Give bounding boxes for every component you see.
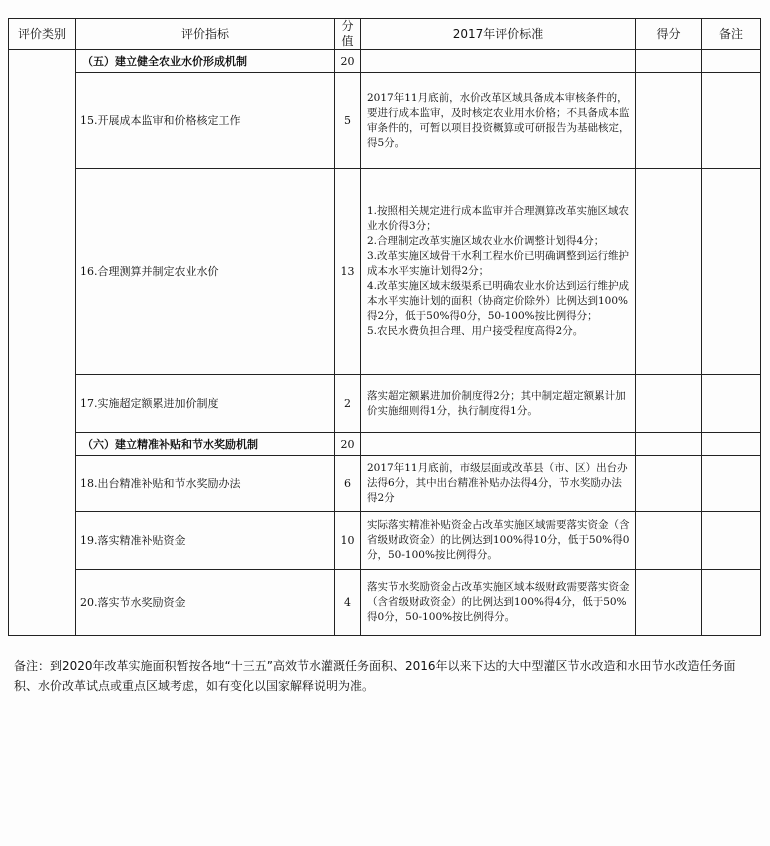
- remark-cell: [702, 433, 761, 456]
- standard-cell: 2017年11月底前，水价改革区域具备成本审核条件的，要进行成本监审，及时核定农业用水价格；不具备成本监审条件的，可暂以项目投资概算或可研报告为基础核定，得5分。: [361, 73, 636, 169]
- section-score: 20: [335, 433, 361, 456]
- got-score-cell: [636, 375, 702, 433]
- remark-cell: [702, 570, 761, 636]
- score-cell: 2: [335, 375, 361, 433]
- table-row: [9, 375, 761, 433]
- table-row: [9, 456, 761, 512]
- table-row: [9, 570, 761, 636]
- indicator-cell: 17.实施超定额累进加价制度: [76, 375, 335, 433]
- score-cell: 5: [335, 73, 361, 169]
- header-got-score: 得分: [636, 19, 702, 50]
- header-indicator: 评价指标: [76, 19, 335, 50]
- indicator-cell: 20.落实节水奖励资金: [76, 570, 335, 636]
- table-row: [9, 73, 761, 169]
- evaluation-table: [8, 18, 761, 636]
- header-row: [9, 19, 761, 50]
- section-row: [9, 50, 761, 73]
- header-score: 分值: [335, 19, 361, 50]
- standard-cell: 1.按照相关规定进行成本监审并合理测算改革实施区域农业水价得3分； 2.合理制定改革实施区域农业水价调整计划得4分； 3.改革实施区域骨干水利工程水价已明确调整到运行维护成本水平实施计划得2分； 4.改革实施区域末级渠系已明确农业水价达到运行维护成本水平实施计划的面积（协商定价除外）比例达到100%得2分，低于50%得0分，50-100%按比例得分； 5.农民水费负担合理、用户接受程度高得2分。: [361, 169, 636, 375]
- section-score: 20: [335, 50, 361, 73]
- indicator-cell: 18.出台精准补贴和节水奖励办法: [76, 456, 335, 512]
- got-score-cell: [636, 73, 702, 169]
- standard-cell: [361, 433, 636, 456]
- section-title: （六）建立精准补贴和节水奖励机制: [76, 433, 335, 456]
- section-title: （五）建立健全农业水价形成机制: [76, 50, 335, 73]
- got-score-cell: [636, 169, 702, 375]
- category-cell: [9, 50, 76, 636]
- score-cell: 13: [335, 169, 361, 375]
- got-score-cell: [636, 433, 702, 456]
- standard-cell: 落实超定额累进加价制度得2分；其中制定超定额累计加价实施细则得1分，执行制度得1分。: [361, 375, 636, 433]
- standard-cell: 实际落实精准补贴资金占改革实施区域需要落实资金（含省级财政资金）的比例达到100%得10分，低于50%得0分，50-100%按比例得分。: [361, 512, 636, 570]
- indicator-cell: 15.开展成本监审和价格核定工作: [76, 73, 335, 169]
- header-remark: 备注: [702, 19, 761, 50]
- got-score-cell: [636, 50, 702, 73]
- indicator-cell: 19.落实精准补贴资金: [76, 512, 335, 570]
- score-cell: 4: [335, 570, 361, 636]
- table-row: [9, 169, 761, 375]
- got-score-cell: [636, 570, 702, 636]
- section-row: [9, 433, 761, 456]
- header-standard: 2017年评价标准: [361, 19, 636, 50]
- score-cell: 10: [335, 512, 361, 570]
- standard-cell: 2017年11月底前，市级层面或改革县（市、区）出台办法得6分，其中出台精准补贴办法得4分，节水奖励办法得2分: [361, 456, 636, 512]
- got-score-cell: [636, 456, 702, 512]
- standard-cell: [361, 50, 636, 73]
- table-row: [9, 512, 761, 570]
- header-category: 评价类别: [9, 19, 76, 50]
- indicator-cell: 16.合理测算并制定农业水价: [76, 169, 335, 375]
- remark-cell: [702, 50, 761, 73]
- remark-cell: [702, 169, 761, 375]
- remark-cell: [702, 456, 761, 512]
- footnote: 备注：到2020年改革实施面积暂按各地“十三五”高效节水灌溉任务面积、2016年以来下达的大中型灌区节水改造和水田节水改造任务面积、水价改革试点或重点区域考虑，如有变化以国家解释说明为准。: [14, 659, 736, 693]
- got-score-cell: [636, 512, 702, 570]
- remark-cell: [702, 375, 761, 433]
- remark-cell: [702, 512, 761, 570]
- standard-cell: 落实节水奖励资金占改革实施区域本级财政需要落实资金（含省级财政资金）的比例达到100%得4分，低于50%得0分，50-100%按比例得分。: [361, 570, 636, 636]
- remark-cell: [702, 73, 761, 169]
- score-cell: 6: [335, 456, 361, 512]
